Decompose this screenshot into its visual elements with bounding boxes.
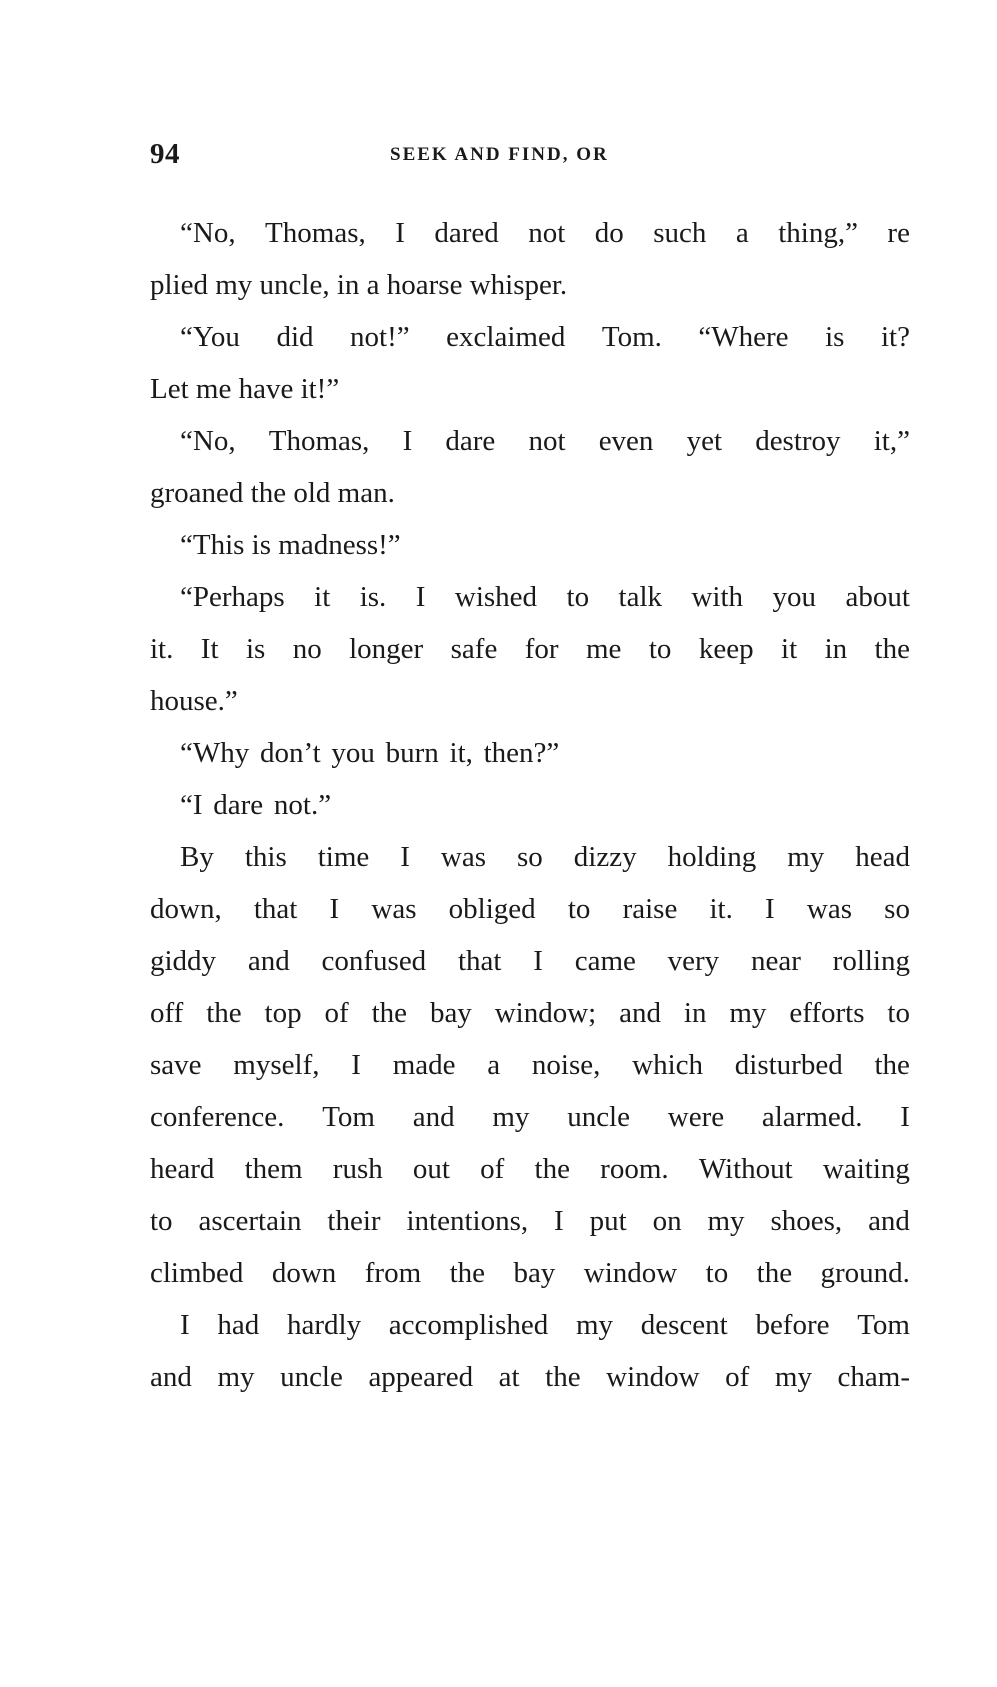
- text-line: giddy and confused that I came very near rolling: [150, 945, 910, 977]
- body-text: [150, 207, 910, 1403]
- text-line: climbed down from the bay window to the ground.: [150, 1257, 910, 1289]
- text-line: it. It is no longer safe for me to keep it in the: [150, 633, 910, 665]
- text-line: off the top of the bay window; and in my efforts to: [150, 997, 910, 1029]
- text-line: down, that I was obliged to raise it. I was so: [150, 893, 910, 925]
- text-line: I had hardly accomplished my descent before Tom: [180, 1309, 910, 1341]
- text-line: heard them rush out of the room. Without waiting: [150, 1153, 910, 1185]
- text-line: save myself, I made a noise, which disturbed the: [150, 1049, 910, 1081]
- text-line: “Perhaps it is. I wished to talk with you about: [180, 581, 910, 613]
- text-line: “Why don’t you burn it, then?”: [180, 737, 560, 769]
- text-line: house.”: [150, 685, 238, 717]
- text-line: “No, Thomas, I dare not even yet destroy it,”: [180, 425, 910, 457]
- running-head: SEEK AND FIND, OR: [390, 144, 609, 165]
- text-line: “This is madness!”: [180, 529, 401, 561]
- text-line: and my uncle appeared at the window of my cham-: [150, 1361, 910, 1393]
- text-line: to ascertain their intentions, I put on my shoes, and: [150, 1205, 910, 1237]
- text-line: By this time I was so dizzy holding my head: [180, 841, 910, 873]
- text-line: conference. Tom and my uncle were alarmed. I: [150, 1101, 910, 1133]
- text-line: plied my uncle, in a hoarse whisper.: [150, 269, 568, 301]
- text-line: groaned the old man.: [150, 477, 395, 509]
- page-header: [150, 138, 910, 178]
- page-number: 94: [150, 138, 180, 170]
- text-line: Let me have it!”: [150, 373, 340, 405]
- text-line: “I dare not.”: [180, 789, 332, 821]
- text-line: “No, Thomas, I dared not do such a thing,” re: [180, 217, 910, 249]
- text-line: “You did not!” exclaimed Tom. “Where is it?: [180, 321, 910, 353]
